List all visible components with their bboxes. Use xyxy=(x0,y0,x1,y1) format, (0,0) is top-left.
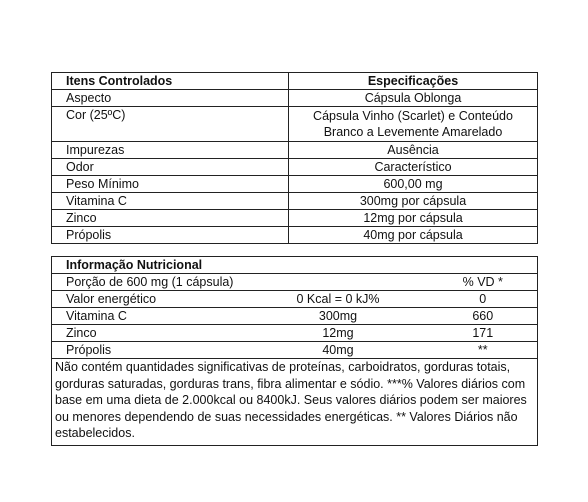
spec-row xyxy=(52,227,538,244)
nutrition-row xyxy=(52,325,538,342)
spec-item: Própolis xyxy=(52,227,289,244)
spec-value: 12mg por cápsula xyxy=(289,210,538,227)
spec-item: Zinco xyxy=(52,210,289,227)
nutrient-name: Zinco xyxy=(52,325,248,342)
nutrition-footnote: Não contém quantidades significativas de proteínas, carboidratos, gorduras totais, gorduras saturadas, gorduras trans, fibra alimentar e sódio. ***% Valores diários com base em uma dieta de 2.000kcal ou 8400kJ. Seus valores diários podem ser maiores ou menores dependendo de suas necessidades energéticas. ** Valores Diários não estabelecidos. xyxy=(52,359,538,446)
spec-value: 600,00 mg xyxy=(289,176,538,193)
nutrient-amount: 300mg xyxy=(248,308,429,325)
spec-value: Cápsula Vinho (Scarlet) e Conteúdo Branco a Levemente Amarelado xyxy=(289,107,538,142)
nutrient-vd: ** xyxy=(429,342,538,359)
nutrition-title-row xyxy=(52,257,538,274)
nutrition-title: Informação Nutricional xyxy=(52,257,538,274)
spec-item: Impurezas xyxy=(52,142,289,159)
nutrition-note-row xyxy=(52,359,538,446)
spec-row xyxy=(52,107,538,142)
specifications-table xyxy=(51,72,538,244)
nutrient-amount: 40mg xyxy=(248,342,429,359)
nutrient-name: Valor energético xyxy=(52,291,248,308)
spec-value: Cápsula Oblonga xyxy=(289,90,538,107)
header-items: Itens Controlados xyxy=(52,73,289,90)
spec-value: Característico xyxy=(289,159,538,176)
portion-row xyxy=(52,274,538,291)
nutrition-row xyxy=(52,291,538,308)
nutrition-row xyxy=(52,342,538,359)
spec-item: Odor xyxy=(52,159,289,176)
nutrient-name: Própolis xyxy=(52,342,248,359)
spec-row xyxy=(52,90,538,107)
spec-row xyxy=(52,159,538,176)
spec-header-row xyxy=(52,73,538,90)
vd-header: % VD * xyxy=(429,274,538,291)
nutrition-table xyxy=(51,256,538,446)
portion-label: Porção de 600 mg (1 cápsula) xyxy=(52,274,429,291)
spec-row xyxy=(52,176,538,193)
nutrition-row xyxy=(52,308,538,325)
nutrient-vd: 0 xyxy=(429,291,538,308)
nutrient-vd: 171 xyxy=(429,325,538,342)
nutrient-name: Vitamina C xyxy=(52,308,248,325)
spec-row xyxy=(52,210,538,227)
spec-item: Aspecto xyxy=(52,90,289,107)
spec-item: Peso Mínimo xyxy=(52,176,289,193)
nutrient-amount: 12mg xyxy=(248,325,429,342)
spec-value: 300mg por cápsula xyxy=(289,193,538,210)
header-specs: Especificações xyxy=(289,73,538,90)
spec-item: Vitamina C xyxy=(52,193,289,210)
nutrient-amount: 0 Kcal = 0 kJ% xyxy=(248,291,429,308)
spec-value: Ausência xyxy=(289,142,538,159)
spec-row xyxy=(52,193,538,210)
spec-value: 40mg por cápsula xyxy=(289,227,538,244)
spec-item: Cor (25ºC) xyxy=(52,107,289,142)
spec-row xyxy=(52,142,538,159)
nutrient-vd: 660 xyxy=(429,308,538,325)
